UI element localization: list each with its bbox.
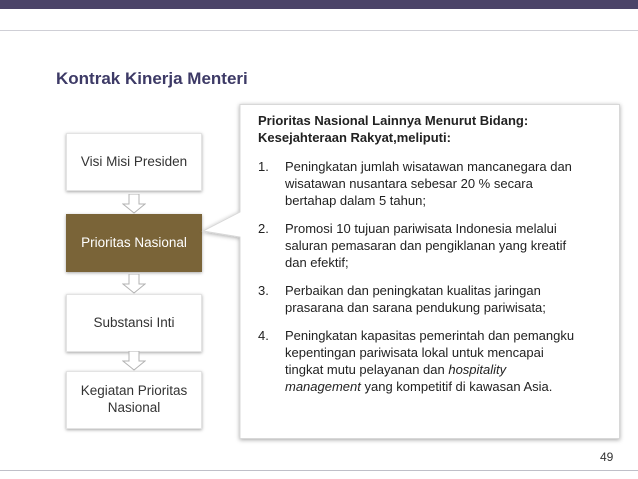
list-item-text: tingkat mutu pelayanan dan bbox=[285, 362, 449, 377]
header-divider bbox=[0, 30, 638, 31]
list-item-line: dan efektif; bbox=[285, 255, 349, 270]
list-item bbox=[258, 327, 618, 395]
list-item-line: Peningkatan jumlah wisatawan mancanegara dan bbox=[285, 159, 572, 174]
down-arrow-icon bbox=[122, 274, 146, 294]
flow-box-substansi-inti bbox=[66, 294, 202, 352]
priority-list bbox=[258, 158, 618, 395]
flow-box-visi-misi bbox=[66, 133, 202, 191]
callout-content bbox=[258, 112, 618, 406]
slide-title: Kontrak Kinerja Menteri bbox=[56, 69, 248, 88]
list-item-number: 3. bbox=[258, 283, 269, 298]
list-item-line: bertahap dalam 5 tahun; bbox=[285, 193, 426, 208]
list-item-line: saluran pemasaran dan pengiklanan yang kreatif bbox=[285, 238, 567, 253]
list-item-number: 2. bbox=[258, 221, 269, 236]
list-item-number: 1. bbox=[258, 159, 269, 174]
list-item-italic-text: hospitality bbox=[448, 362, 507, 377]
list-item bbox=[258, 282, 618, 316]
list-item-line bbox=[285, 361, 618, 378]
flow-box-prioritas-nasional bbox=[66, 214, 202, 272]
list-item-line: wisatawan nusantara sebesar 20 % secara bbox=[285, 176, 533, 191]
top-accent-bar bbox=[0, 0, 638, 9]
list-item bbox=[258, 158, 618, 209]
callout-heading-line: Prioritas Nasional Lainnya Menurut Bidang: bbox=[258, 113, 529, 128]
callout-heading bbox=[258, 112, 618, 146]
list-item-line: Promosi 10 tujuan pariwisata Indonesia melalui bbox=[285, 221, 557, 236]
flow-box-label: Substansi Inti bbox=[93, 314, 175, 330]
flow-box-label: Visi Misi Presiden bbox=[80, 153, 188, 169]
list-item-line bbox=[285, 378, 618, 395]
list-item-text: yang kompetitif di kawasan Asia. bbox=[360, 379, 553, 394]
flow-box-label: Kegiatan Prioritas Nasional bbox=[80, 383, 188, 415]
list-item bbox=[258, 220, 618, 271]
flow-box-kegiatan-prioritas bbox=[66, 371, 202, 429]
list-item-line: Peningkatan kapasitas pemerintah dan pemangku bbox=[285, 328, 575, 343]
list-item-line: kepentingan pariwisata lokal untuk mencapai bbox=[285, 345, 544, 360]
list-item-line: Perbaikan dan peningkatan kualitas jaringan bbox=[285, 283, 541, 298]
page-number: 49 bbox=[600, 450, 614, 464]
list-item-line: prasarana dan sarana pendukung pariwisata; bbox=[285, 300, 546, 315]
down-arrow-icon bbox=[122, 351, 146, 371]
down-arrow-icon bbox=[122, 194, 146, 214]
callout-heading-line: Kesejahteraan Rakyat,meliputi: bbox=[258, 130, 451, 145]
footer-divider bbox=[0, 470, 638, 471]
list-item-number: 4. bbox=[258, 328, 269, 343]
list-item-italic-text: management bbox=[285, 379, 361, 394]
flow-box-label: Prioritas Nasional bbox=[81, 234, 187, 250]
